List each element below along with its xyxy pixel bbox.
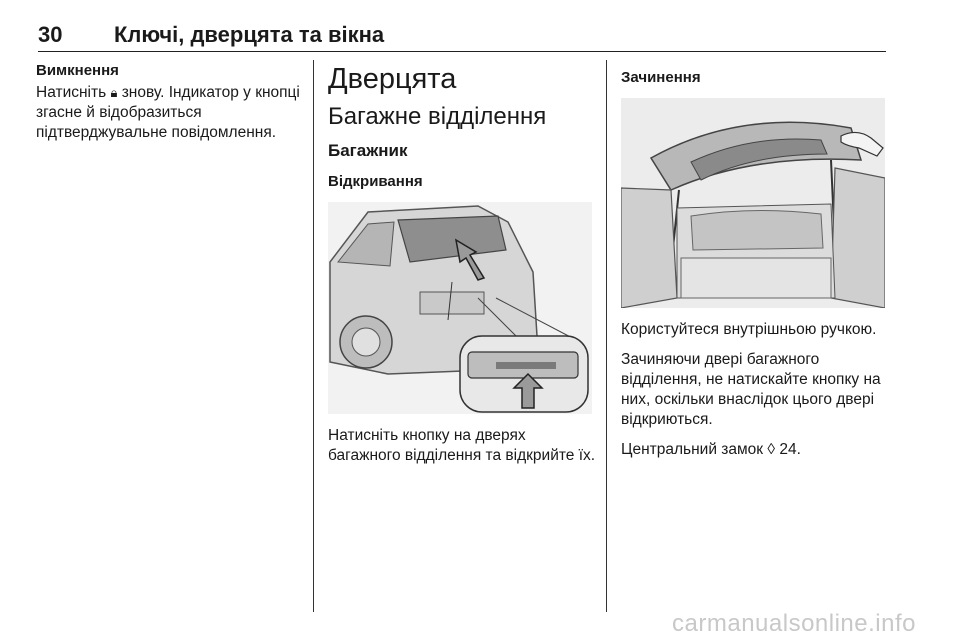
central-lock-reference: Центральний замок ◊ 24. [621, 441, 801, 458]
section-heading-deactivation: Вимкнення [36, 62, 119, 79]
column-divider-2 [606, 60, 607, 612]
subsection-title: Багажник [328, 141, 408, 160]
chapter-title: Ключі, дверцята та вікна [114, 22, 385, 47]
deactivation-text: Натисніть 🔒︎ знову. Індикатор у кнопці згасне й відобразиться підтверджувальне повідомлення. [36, 84, 300, 141]
column-2 [328, 62, 596, 476]
closing-text-handle: Користуйтеся внутрішньою ручкою. [621, 321, 877, 338]
header-rule [38, 51, 886, 52]
lock-icon: 🔒︎ [110, 85, 118, 100]
column-1 [36, 62, 302, 153]
page-reference-icon: ◊ [767, 441, 776, 458]
subsection-opening: Відкривання [328, 173, 423, 190]
column-divider-1 [313, 60, 314, 612]
watermark: carmanualsonline.info [672, 610, 916, 637]
column-3 [621, 62, 887, 470]
page-title: Дверцята [328, 63, 457, 95]
page-number: 30 [38, 22, 63, 47]
opening-instruction: Натисніть кнопку на дверях багажного відділення та відкрийте їх. [328, 427, 596, 464]
section-title: Багажне відділення [328, 103, 547, 130]
tailgate-closing-illustration [621, 98, 885, 308]
tailgate-button-illustration [328, 202, 592, 414]
subsection-closing: Зачинення [621, 69, 701, 86]
page-header [38, 22, 886, 50]
closing-text-warning: Зачиняючи двері багажного відділення, не натискайте кнопку на них, оскільки внаслідок цього двері відкриються. [621, 351, 881, 428]
